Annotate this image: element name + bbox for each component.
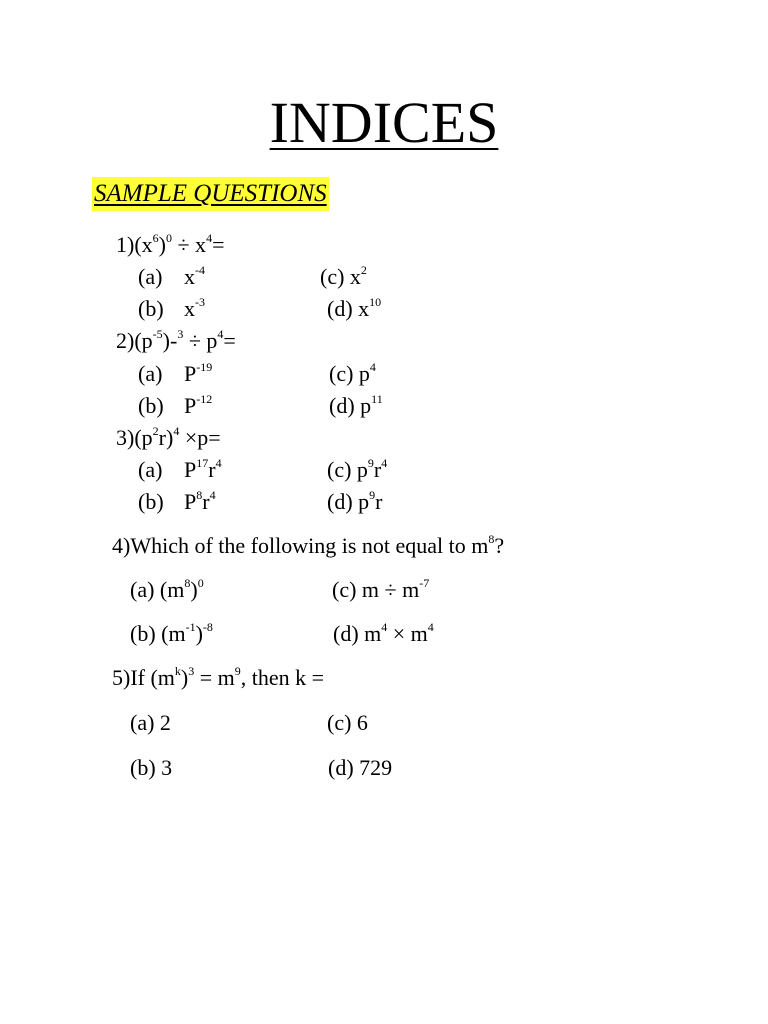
q1-option-a-exponent: -4 — [195, 263, 205, 277]
q1-option-d-text: (d) x — [327, 296, 370, 321]
q3-stem-start: 3)(p — [116, 425, 153, 450]
q3-option-d-exponent: 9 — [369, 488, 376, 502]
q2-option-d — [329, 393, 383, 419]
q3-option-a-exponent-2: 4 — [215, 456, 222, 470]
q1-option-c — [320, 264, 367, 290]
q2-option-a — [138, 361, 212, 387]
q2-option-c-text: (c) p — [329, 361, 370, 386]
q2-option-b-base: P — [184, 393, 197, 418]
q1-option-d-exponent: 10 — [369, 295, 382, 309]
q2-option-b-exponent: -12 — [196, 392, 213, 406]
q1-stem-end: = — [212, 232, 225, 257]
q5-exponent-1: k — [174, 664, 181, 678]
q3-option-b-label: (b) — [138, 489, 164, 514]
q5-stem-end: , then k = — [240, 665, 325, 690]
section-heading: SAMPLE QUESTIONS — [92, 177, 329, 211]
q4-option-a-exponent-1: 8 — [184, 576, 191, 590]
q1-exponent-2: 0 — [165, 231, 172, 245]
q1-stem-mid-1: ) — [158, 232, 166, 257]
q4-option-c-text: (c) m ÷ m — [332, 577, 420, 602]
q4-option-b-exponent-2: -8 — [202, 620, 213, 634]
q1-option-d — [327, 296, 381, 322]
q3-option-c-exponent-1: 9 — [367, 456, 374, 470]
q4-option-d — [333, 621, 434, 647]
q3-option-b-exponent-2: 4 — [209, 488, 216, 502]
q1-exponent-3: 4 — [206, 231, 213, 245]
q5-exponent-3: 9 — [234, 664, 241, 678]
q4-stem-text: 4)Which of the following is not equal to m — [112, 533, 489, 558]
question-3 — [116, 425, 221, 451]
question-4 — [112, 533, 504, 559]
q2-stem-end: = — [223, 328, 236, 353]
q1-option-a-base: x — [184, 264, 195, 289]
q4-option-a — [130, 577, 204, 603]
q3-option-a-base: P — [184, 457, 197, 482]
q1-stem-mid-2: ÷ x — [171, 232, 207, 257]
q1-option-c-text: (c) x — [320, 264, 361, 289]
q3-option-a-label: (a) — [138, 457, 163, 482]
q2-stem-start: 2)(p — [116, 328, 153, 353]
q3-option-b-mid: r — [202, 489, 210, 514]
question-2 — [116, 328, 236, 354]
q2-option-c-exponent: 4 — [369, 360, 376, 374]
q3-option-c-mid: r — [373, 457, 382, 482]
question-5 — [112, 665, 324, 691]
q4-option-d-exponent-2: 4 — [427, 620, 434, 634]
q2-option-a-label: (a) — [138, 361, 163, 386]
q2-exponent-1: -5 — [152, 327, 163, 341]
q4-option-b-mid: ) — [195, 621, 203, 646]
page-title: INDICES — [269, 90, 499, 155]
q2-option-a-base: P — [184, 361, 197, 386]
q1-option-a-label: (a) — [138, 264, 163, 289]
q5-stem-mid-1: ) — [180, 665, 189, 690]
q1-option-b-exponent: -3 — [195, 295, 205, 309]
q3-option-c-exponent-2: 4 — [381, 456, 388, 470]
q4-option-d-mid: × m — [387, 621, 428, 646]
q4-option-d-text: (d) m — [333, 621, 382, 646]
q1-option-b-label: (b) — [138, 296, 164, 321]
q5-option-c: (c) 6 — [327, 710, 368, 735]
q5-option-b: (b) 3 — [130, 755, 173, 780]
q4-option-d-exponent-1: 4 — [381, 620, 388, 634]
q4-option-a-exponent-2: 0 — [197, 576, 204, 590]
q4-option-b-exponent-1: -1 — [185, 620, 196, 634]
q3-option-a-exponent-1: 17 — [196, 456, 209, 470]
q4-exponent: 8 — [488, 532, 495, 546]
q2-option-b-label: (b) — [138, 393, 164, 418]
q1-option-b-base: x — [184, 296, 195, 321]
q2-exponent-3: 4 — [217, 327, 224, 341]
q5-option-a: (a) 2 — [130, 710, 171, 735]
q4-option-c — [332, 577, 429, 603]
q2-stem-mid-2: ÷ p — [183, 328, 218, 353]
q3-option-d-text: (d) p — [327, 489, 370, 514]
q4-option-a-mid: ) — [190, 577, 198, 602]
q1-option-c-exponent: 2 — [360, 263, 367, 277]
q3-stem-end: ×p= — [179, 425, 221, 450]
q2-exponent-2: 3 — [177, 327, 184, 341]
q2-option-d-text: (d) p — [329, 393, 372, 418]
q3-option-d-tail: r — [375, 489, 383, 514]
q3-option-b — [138, 489, 216, 515]
q3-exponent-2: 4 — [173, 424, 180, 438]
q5-stem-start: 5)If (m — [112, 665, 175, 690]
q4-option-a-text: (a) (m — [130, 577, 185, 602]
q1-option-a — [138, 264, 205, 290]
q5-option-d: (d) 729 — [328, 755, 393, 780]
q5-stem-mid-2: = m — [194, 665, 235, 690]
question-1 — [116, 232, 224, 258]
q1-option-b — [138, 296, 205, 322]
q4-option-b-text: (b) (m — [130, 621, 186, 646]
q2-stem-mid-1: )- — [162, 328, 178, 353]
q2-option-d-exponent: 11 — [371, 392, 383, 406]
q3-option-d — [327, 489, 382, 515]
q3-stem-mid: r) — [158, 425, 174, 450]
q3-option-b-exponent-1: 8 — [196, 488, 203, 502]
q3-exponent-1: 2 — [152, 424, 159, 438]
q1-stem-start: 1)(x — [116, 232, 153, 257]
q1-exponent-1: 6 — [152, 231, 159, 245]
q4-option-b — [130, 621, 213, 647]
q3-option-b-base: P — [184, 489, 197, 514]
q2-option-b — [138, 393, 212, 419]
q4-option-c-exponent: -7 — [419, 576, 430, 590]
q3-option-c — [327, 457, 387, 483]
q3-option-a — [138, 457, 222, 483]
q3-option-a-mid: r — [208, 457, 216, 482]
q4-stem-end: ? — [494, 533, 505, 558]
q5-exponent-2: 3 — [188, 664, 195, 678]
q3-option-c-text: (c) p — [327, 457, 368, 482]
q2-option-a-exponent: -19 — [196, 360, 213, 374]
q2-option-c — [329, 361, 376, 387]
